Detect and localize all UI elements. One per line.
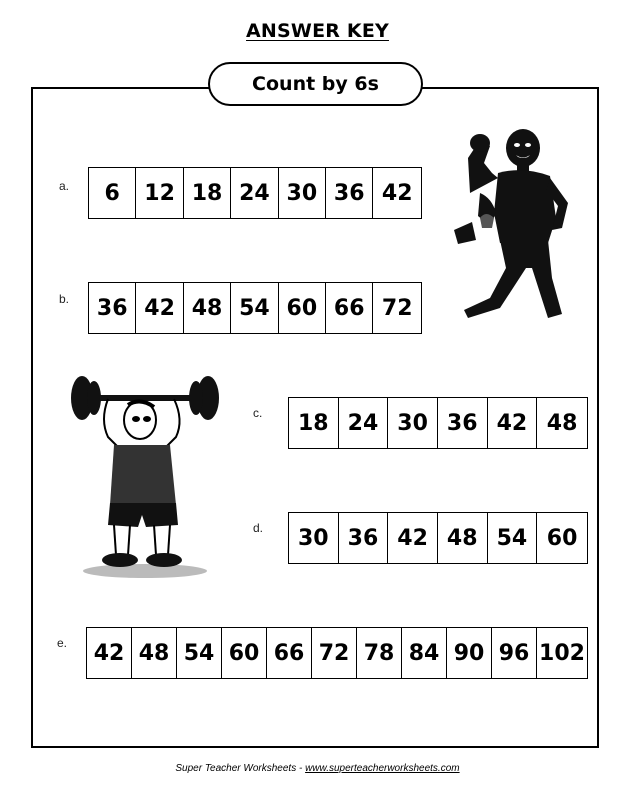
number-cell: 54 — [488, 513, 538, 563]
row-c-letter: c. — [253, 406, 263, 420]
number-cell: 48 — [546, 410, 578, 436]
number-cell: 72 — [312, 628, 357, 678]
row-b-letter: b. — [59, 292, 70, 306]
number-cell: 42 — [388, 513, 438, 563]
number-cell: 96 — [492, 628, 537, 678]
number-row-e — [86, 627, 588, 679]
number-cell: 54 — [177, 628, 222, 678]
number-cell: 72 — [381, 295, 413, 321]
number-cell: 36 — [339, 513, 389, 563]
weightlifter-illustration — [70, 375, 220, 580]
number-cell: 30 — [388, 398, 438, 448]
footer — [0, 763, 635, 774]
number-cell: 42 — [381, 180, 413, 206]
number-cell: 36 — [326, 168, 373, 218]
number-cell: 78 — [357, 628, 402, 678]
number-cell: 42 — [488, 398, 538, 448]
number-row-a — [88, 167, 422, 219]
number-cell: 30 — [279, 168, 326, 218]
number-cell: 42 — [136, 283, 183, 333]
footer-url-link[interactable]: www.superteacherworksheets.com — [305, 763, 460, 774]
number-cell: 102 — [539, 640, 585, 666]
strongman-illustration — [440, 118, 580, 328]
answer-key-heading: ANSWER KEY — [246, 20, 389, 42]
number-cell: 84 — [402, 628, 447, 678]
number-row-d — [288, 512, 588, 564]
number-cell: 60 — [279, 283, 326, 333]
number-row-c — [288, 397, 588, 449]
number-cell: 24 — [339, 398, 389, 448]
footer-prefix: Super Teacher Worksheets - — [175, 763, 306, 774]
number-row-b — [88, 282, 422, 334]
number-cell: 42 — [87, 628, 132, 678]
number-cell: 36 — [89, 283, 136, 333]
number-cell: 6 — [89, 168, 136, 218]
number-cell: 12 — [136, 168, 183, 218]
row-a-letter: a. — [59, 179, 70, 193]
number-cell: 30 — [289, 513, 339, 563]
number-cell: 48 — [438, 513, 488, 563]
number-cell: 48 — [184, 283, 231, 333]
number-cell: 18 — [289, 398, 339, 448]
number-cell: 66 — [267, 628, 312, 678]
title-banner: Count by 6s — [208, 62, 423, 106]
row-d-letter: d. — [253, 521, 264, 535]
number-cell: 66 — [326, 283, 373, 333]
number-cell: 24 — [231, 168, 278, 218]
number-cell: 54 — [231, 283, 278, 333]
row-e-letter: e. — [57, 636, 68, 650]
number-cell: 60 — [222, 628, 267, 678]
number-cell: 90 — [447, 628, 492, 678]
number-cell: 36 — [438, 398, 488, 448]
number-cell: 60 — [546, 525, 578, 551]
number-cell: 18 — [184, 168, 231, 218]
number-cell: 48 — [132, 628, 177, 678]
